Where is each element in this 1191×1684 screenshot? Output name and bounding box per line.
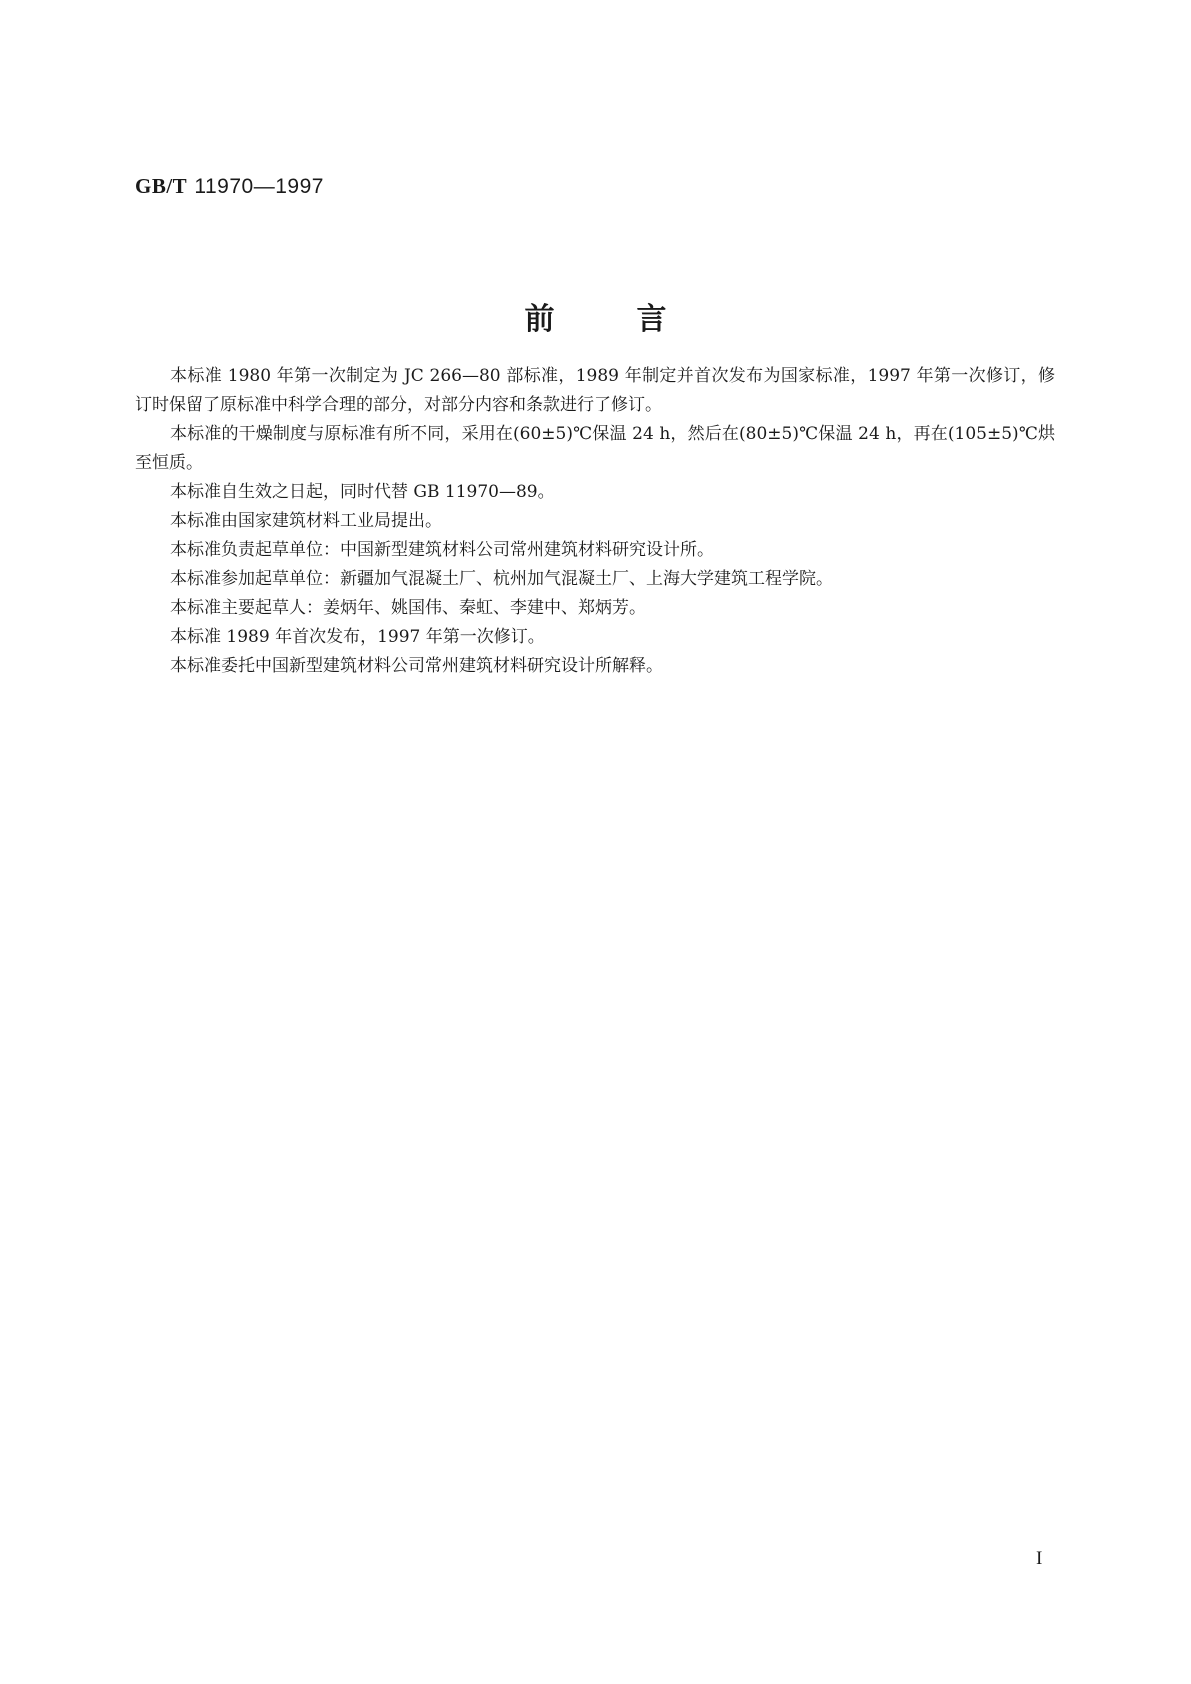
standard-code-header [135, 174, 324, 199]
section-title-foreword: 前言 [524, 302, 749, 337]
paragraph: 本标准委托中国新型建筑材料公司常州建筑材料研究设计所解释。 [170, 656, 663, 676]
paragraph: 本标准 1980 年第一次制定为 JC 266—80 部标准，1989 年制定并首次发布为国家标准，1997 年第一次修订，修订时保留了原标准中科学合理的部分，对部分内容和条款进行了修订。 [135, 366, 1055, 415]
standard-code-prefix: GB/T [135, 174, 188, 198]
paragraph: 本标准参加起草单位：新疆加气混凝土厂、杭州加气混凝土厂、上海大学建筑工程学院。 [170, 569, 833, 589]
page-number: I [1036, 1548, 1043, 1569]
paragraph: 本标准主要起草人：姜炳年、姚国伟、秦虹、李建中、郑炳芳。 [170, 598, 646, 618]
standard-code-number: 11970—1997 [194, 175, 324, 198]
paragraph: 本标准负责起草单位：中国新型建筑材料公司常州建筑材料研究设计所。 [170, 540, 714, 560]
paragraph: 本标准的干燥制度与原标准有所不同，采用在(60±5)℃保温 24 h，然后在(80±5)℃保温 24 h，再在(105±5)℃烘至恒质。 [135, 424, 1055, 473]
paragraph: 本标准由国家建筑材料工业局提出。 [170, 511, 442, 531]
paragraph: 本标准自生效之日起，同时代替 GB 11970—89。 [170, 482, 555, 502]
paragraph: 本标准 1989 年首次发布，1997 年第一次修订。 [170, 627, 545, 647]
foreword-body [135, 362, 1055, 681]
